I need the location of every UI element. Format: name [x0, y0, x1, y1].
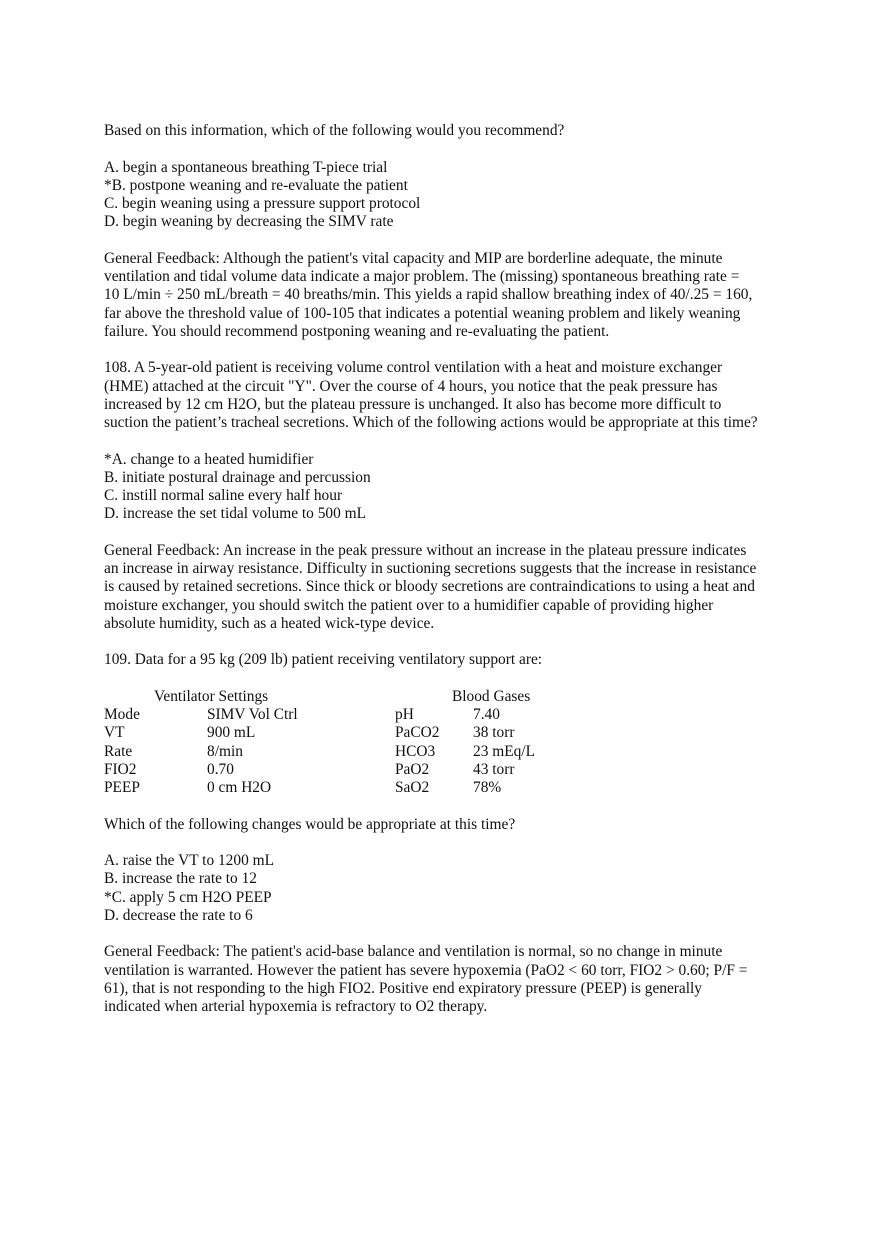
- question-prompt-109: [104, 816, 804, 834]
- text-line: A. begin a spontaneous breathing T-piece trial: [104, 158, 388, 176]
- paragraph-gap: [104, 670, 804, 688]
- paragraph-gap: [104, 232, 804, 250]
- text-line: 61), that is not responding to the high FIO2. Positive end expiratory pressure (PEEP) is generally: [104, 979, 703, 997]
- table-cell: PaCO2: [395, 724, 440, 742]
- table-row: [104, 779, 804, 797]
- question-109: [104, 651, 804, 669]
- data-table-109: [104, 688, 804, 798]
- table-cell: 38 torr: [473, 724, 515, 742]
- question-108: [104, 359, 804, 432]
- paragraph-gap: [104, 925, 804, 943]
- text-line: C. instill normal saline every half hour: [104, 487, 343, 504]
- table-row: [104, 724, 804, 742]
- paragraph-gap: [104, 140, 804, 158]
- text-line: B. initiate postural drainage and percussion: [104, 468, 371, 486]
- paragraph-gap: [104, 341, 804, 359]
- table-cell: 23 mEq/L: [473, 742, 535, 760]
- text-line: increased by 12 cm H2O, but the plateau pressure is unchanged. It also has become more difficult to: [104, 395, 722, 413]
- feedback-108: [104, 542, 804, 633]
- table-cell: SIMV Vol Ctrl: [207, 706, 298, 723]
- text-line: indicated when arterial hypoxemia is refractory to O2 therapy.: [104, 998, 488, 1015]
- table-header-ventilator-settings: Ventilator Settings: [154, 687, 269, 705]
- question-prompt-107: [104, 122, 804, 140]
- table-cell: 7.40: [473, 706, 500, 723]
- table-cell: 43 torr: [473, 760, 515, 778]
- text-line: B. increase the rate to 12: [104, 870, 257, 888]
- text-line: moisture exchanger, you should switch the patient over to a humidifier capable of providing higher: [104, 596, 714, 614]
- paragraph-gap: [104, 432, 804, 450]
- text-line: failure. You should recommend postponing weaning and re-evaluating the patient.: [104, 322, 610, 340]
- text-line: an increase in airway resistance. Difficulty in suctioning secretions suggests that the increase in resistance: [104, 560, 757, 577]
- text-line: *B. postpone weaning and re-evaluate the patient: [104, 176, 408, 194]
- table-cell: SaO2: [395, 779, 430, 796]
- table-cell: 900 mL: [207, 724, 256, 742]
- table-cell: Rate: [104, 742, 133, 760]
- text-line: *C. apply 5 cm H2O PEEP: [104, 888, 272, 906]
- table-cell: 78%: [473, 779, 502, 796]
- text-line: 109. Data for a 95 kg (209 lb) patient receiving ventilatory support are:: [104, 651, 543, 669]
- feedback-107: [104, 250, 804, 341]
- feedback-109: [104, 943, 804, 1016]
- text-line: ventilation is warranted. However the patient has severe hypoxemia (PaO2 < 60 torr, FIO2 > 0.60; P/F =: [104, 961, 748, 979]
- paragraph-gap: [104, 633, 804, 651]
- text-line: A. raise the VT to 1200 mL: [104, 852, 274, 869]
- text-line: *A. change to a heated humidifier: [104, 450, 314, 468]
- text-line: (HME) attached at the circuit "Y". Over the course of 4 hours, you notice that the peak pressure has: [104, 377, 718, 395]
- text-line: is caused by retained secretions. Since thick or bloody secretions are contraindications to using a heat and: [104, 578, 755, 596]
- paragraph-gap: [104, 797, 804, 815]
- table-cell: VT: [104, 724, 125, 742]
- text-line: D. begin weaning by decreasing the SIMV rate: [104, 213, 394, 231]
- text-line: Based on this information, which of the following would you recommend?: [104, 122, 565, 139]
- text-line: General Feedback: An increase in the peak pressure without an increase in the plateau pressure indicates: [104, 541, 747, 559]
- text-line: 10 L/min ÷ 250 mL/breath = 40 breaths/min. This yields a rapid shallow breathing index of 40/.25 = 160,: [104, 286, 753, 304]
- table-row: [104, 761, 804, 779]
- options-109: [104, 852, 804, 925]
- text-line: ventilation and tidal volume data indicate a major problem. The (missing) spontaneous breathing rate =: [104, 268, 740, 285]
- table-cell: PEEP: [104, 779, 140, 796]
- text-line: Which of the following changes would be appropriate at this time?: [104, 815, 516, 833]
- table-cell: 0 cm H2O: [207, 779, 272, 796]
- document-page: [104, 122, 804, 1016]
- table-cell: FIO2: [104, 760, 137, 778]
- text-line: General Feedback: The patient's acid-base balance and ventilation is normal, so no change in minute: [104, 943, 723, 961]
- options-107: [104, 159, 804, 232]
- text-line: D. increase the set tidal volume to 500 mL: [104, 505, 367, 523]
- paragraph-gap: [104, 524, 804, 542]
- text-line: C. begin weaning using a pressure support protocol: [104, 195, 421, 212]
- options-108: [104, 451, 804, 524]
- paragraph-gap: [104, 834, 804, 852]
- text-line: far above the threshold value of 100-105 that indicates a potential weaning problem and likely weaning: [104, 304, 741, 322]
- text-line: D. decrease the rate to 6: [104, 906, 253, 924]
- table-header-blood-gases: Blood Gases: [452, 687, 531, 705]
- table-cell: pH: [395, 706, 414, 723]
- text-line: suction the patient’s tracheal secretions. Which of the following actions would be appropriate at this time?: [104, 414, 758, 431]
- table-header-row: [104, 688, 804, 706]
- table-cell: HCO3: [395, 742, 436, 760]
- table-cell: PaO2: [395, 760, 430, 778]
- table-cell: Mode: [104, 706, 140, 723]
- table-row: [104, 706, 804, 724]
- table-cell: 8/min: [207, 742, 243, 760]
- table-cell: 0.70: [207, 760, 234, 778]
- text-line: 108. A 5-year-old patient is receiving volume control ventilation with a heat and moisture exchanger: [104, 359, 723, 377]
- table-row: [104, 743, 804, 761]
- text-line: General Feedback: Although the patient's vital capacity and MIP are borderline adequate, the minute: [104, 249, 723, 267]
- text-line: absolute humidity, such as a heated wick-type device.: [104, 614, 435, 632]
